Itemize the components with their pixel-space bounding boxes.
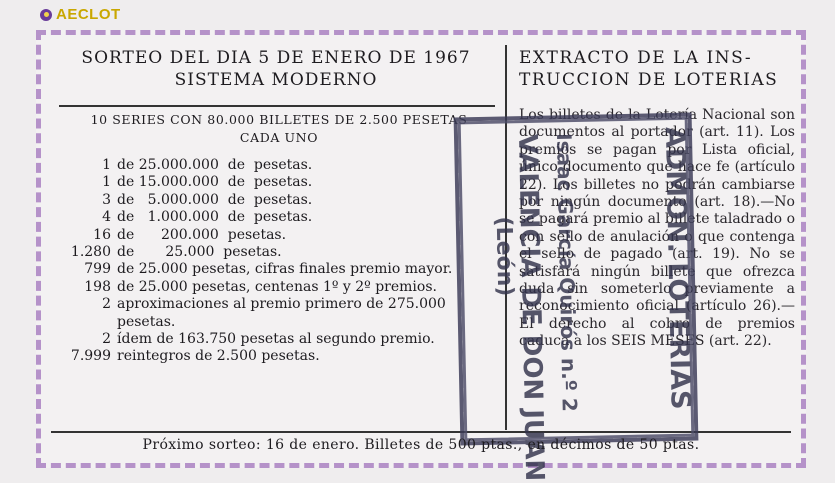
series-subtitle-line2: CADA UNO (239, 130, 319, 145)
stamp-line-address: Isaac García Quirós n.º 2 (551, 132, 582, 413)
prize-qty: 3 (102, 191, 111, 208)
prize-text: de 25.000 pesetas, centenas 1º y 2º premios. (117, 278, 437, 295)
title-divider (59, 105, 495, 107)
prize-qty: 2 (102, 331, 111, 348)
stamp-line-admin: ADMON. LOTERIAS (658, 126, 696, 410)
prize-row (59, 331, 499, 348)
prize-row (59, 279, 499, 296)
prize-text: ídem de 163.750 pesetas al segundo premio. (117, 331, 435, 348)
prize-row (59, 209, 499, 226)
series-subtitle-line1: 10 SERIES CON 80.000 BILLETES DE 2.500 PESETAS (90, 112, 468, 127)
prize-list (59, 157, 499, 366)
aeclot-logo[interactable] (40, 6, 121, 23)
prize-row (59, 296, 499, 331)
prize-row (59, 157, 499, 174)
prize-qty: 4 (102, 209, 111, 226)
prize-qty: 2 (102, 296, 111, 313)
prize-row (59, 174, 499, 191)
prize-qty: 1.280 (70, 244, 111, 261)
prize-qty: 799 (84, 261, 111, 278)
prize-text: de 25.000 pesetas, cifras finales premio mayor. (117, 261, 453, 278)
ticket-inner (51, 45, 795, 482)
prize-row (59, 192, 499, 209)
draw-title-line1: SORTEO DEL DIA 5 DE ENERO DE 1967 (81, 48, 471, 68)
stamp-line-province: (León) (490, 216, 518, 297)
prize-qty: 16 (93, 226, 111, 243)
prize-qty: 1 (102, 157, 111, 173)
prize-qty: 7.999 (70, 348, 111, 365)
prize-text: de 5.000.000 de pesetas. (117, 191, 313, 208)
prize-text: aproximaciones al premio primero de 275.000 pesetas. (117, 296, 446, 330)
extract-title (519, 47, 789, 91)
brand-name: AECLOT (56, 6, 121, 23)
prize-row (59, 261, 499, 278)
stamp-line-town: VALENCIA DE DON JUAN (511, 133, 550, 482)
aeclot-logo-icon (40, 9, 52, 21)
prize-row (59, 227, 499, 244)
lottery-ticket (36, 30, 806, 482)
extract-title-line1: EXTRACTO DE LA INS- (519, 48, 753, 68)
series-subtitle (59, 111, 499, 147)
prize-qty: 1 (102, 174, 111, 191)
extract-title-line2: TRUCCION DE LOTERIAS (519, 70, 779, 90)
prize-text: de 15.000.000 de pesetas. (117, 174, 313, 191)
draw-title (61, 47, 491, 91)
prize-text: de 200.000 pesetas. (117, 226, 287, 243)
prize-text: de 25.000.000 de pesetas. (117, 157, 313, 173)
administration-stamp (454, 113, 699, 482)
next-draw-note: Próximo sorteo: 16 de enero. Billetes de 500 ptas., en décimos de 50 ptas. (142, 437, 700, 453)
prize-text: reintegros de 2.500 pesetas. (117, 348, 320, 365)
prize-qty: 198 (84, 278, 111, 295)
prize-row (59, 244, 499, 261)
draw-title-line2: SISTEMA MODERNO (174, 70, 378, 90)
prize-row (59, 348, 499, 365)
extract-body: Los billetes de la Lotería Nacional son documentos al portador (art. 11). Los premios se pagan por Lista oficial, único documento que hace fe (artículo 22). Los billetes no podrán cambiarse por ningún documento (art. 18).—No se pagará premio al billete taladrado o con sello de anulación o que contenga el sello de pagado (art. 19). No se satisfará ningún billete que ofrezca duda sin someterlo previamente a reconocimiento oficial (artículo 26).—El derecho al cobro de premios caduca a los SEIS MESES (art. 22). (519, 107, 795, 350)
prize-text: de 25.000 pesetas. (117, 244, 282, 261)
prize-text: de 1.000.000 de pesetas. (117, 209, 313, 226)
